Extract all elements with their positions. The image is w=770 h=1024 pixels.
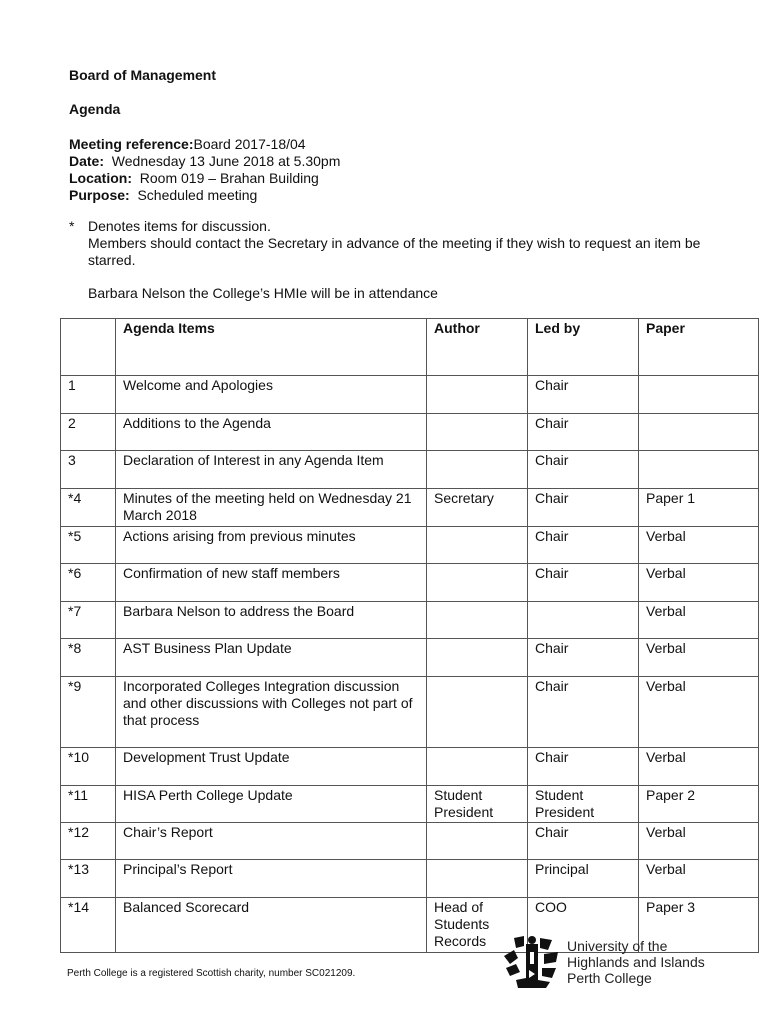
item-title: Balanced Scorecard <box>116 898 427 953</box>
item-number: 1 <box>61 376 116 414</box>
item-number: *12 <box>61 823 116 860</box>
attendance-note: Barbara Nelson the College’s HMIe will be in attendance <box>88 285 438 301</box>
col-header-items: Agenda Items <box>116 319 427 376</box>
item-number: 2 <box>61 414 116 451</box>
item-author <box>427 376 528 414</box>
item-title: Minutes of the meeting held on Wednesday 21 March 2018 <box>116 489 427 527</box>
item-author <box>427 860 528 898</box>
meeting-location: Location: Room 019 – Brahan Building <box>69 170 319 186</box>
item-title: Actions arising from previous minutes <box>116 527 427 564</box>
item-led-by: Chair <box>528 677 639 748</box>
item-title: Development Trust Update <box>116 748 427 786</box>
item-title: Declaration of Interest in any Agenda Item <box>116 451 427 489</box>
item-author: Student President <box>427 786 528 823</box>
item-led-by: Chair <box>528 639 639 677</box>
item-paper: Verbal <box>639 677 759 748</box>
meeting-date: Date: Wednesday 13 June 2018 at 5.30pm <box>69 153 341 169</box>
item-author <box>427 527 528 564</box>
item-led-by: Principal <box>528 860 639 898</box>
agenda-title: Agenda <box>69 101 121 117</box>
item-paper: Paper 2 <box>639 786 759 823</box>
item-author <box>427 564 528 602</box>
tree-logo-icon <box>500 934 564 990</box>
item-led-by: Chair <box>528 489 639 527</box>
item-led-by: Chair <box>528 564 639 602</box>
meeting-reference: Meeting reference:Board 2017-18/04 <box>69 136 306 152</box>
item-paper: Verbal <box>639 564 759 602</box>
item-paper: Paper 1 <box>639 489 759 527</box>
col-header-author: Author <box>427 319 528 376</box>
item-author: Secretary <box>427 489 528 527</box>
table-row <box>61 639 759 677</box>
table-row <box>61 527 759 564</box>
item-number: *11 <box>61 786 116 823</box>
item-title: AST Business Plan Update <box>116 639 427 677</box>
item-title: Chair’s Report <box>116 823 427 860</box>
item-number: 3 <box>61 451 116 489</box>
item-paper <box>639 451 759 489</box>
table-row <box>61 860 759 898</box>
table-row <box>61 823 759 860</box>
item-number: *9 <box>61 677 116 748</box>
item-led-by: Chair <box>528 823 639 860</box>
item-number: *8 <box>61 639 116 677</box>
logo-line-1: University of the <box>567 938 668 954</box>
discussion-notes <box>69 218 709 269</box>
item-title: Additions to the Agenda <box>116 414 427 451</box>
meeting-details <box>69 136 340 204</box>
item-led-by: Student President <box>528 786 639 823</box>
logo-line-3: Perth College <box>567 970 652 986</box>
table-row <box>61 677 759 748</box>
item-led-by: Chair <box>528 451 639 489</box>
item-author <box>427 414 528 451</box>
logo-line-2: Highlands and Islands <box>567 954 705 970</box>
col-header-number <box>61 319 116 376</box>
item-paper: Verbal <box>639 748 759 786</box>
item-number: *13 <box>61 860 116 898</box>
board-title: Board of Management <box>69 67 217 83</box>
meeting-purpose: Purpose: Scheduled meeting <box>69 187 258 203</box>
table-row <box>61 489 759 527</box>
item-number: *6 <box>61 564 116 602</box>
item-title: Confirmation of new staff members <box>116 564 427 602</box>
uhi-perth-logo <box>500 932 720 992</box>
item-title: Welcome and Apologies <box>116 376 427 414</box>
table-header-row <box>61 319 759 376</box>
item-author <box>427 639 528 677</box>
table-row <box>61 602 759 639</box>
item-author <box>427 748 528 786</box>
item-author <box>427 602 528 639</box>
item-paper <box>639 376 759 414</box>
table-row <box>61 748 759 786</box>
item-led-by: Chair <box>528 748 639 786</box>
col-header-led-by: Led by <box>528 319 639 376</box>
item-author <box>427 823 528 860</box>
star-marker: * <box>69 218 75 234</box>
table-row <box>61 414 759 451</box>
item-number: *10 <box>61 748 116 786</box>
item-author <box>427 451 528 489</box>
item-led-by: Chair <box>528 527 639 564</box>
item-paper: Verbal <box>639 602 759 639</box>
item-led-by: Chair <box>528 414 639 451</box>
col-header-paper: Paper <box>639 319 759 376</box>
item-paper: Verbal <box>639 823 759 860</box>
agenda-table <box>60 318 759 953</box>
charity-note: Perth College is a registered Scottish charity, number SC021209. <box>67 968 356 979</box>
item-author: Head of Students Records <box>427 898 528 953</box>
item-led-by: Chair <box>528 376 639 414</box>
table-row <box>61 376 759 414</box>
table-row <box>61 451 759 489</box>
item-number: *5 <box>61 527 116 564</box>
item-paper <box>639 414 759 451</box>
item-led-by: COO <box>528 898 639 953</box>
item-number: *14 <box>61 898 116 953</box>
item-title: HISA Perth College Update <box>116 786 427 823</box>
logo-text <box>567 938 705 986</box>
item-number: *7 <box>61 602 116 639</box>
item-paper: Paper 3 <box>639 898 759 953</box>
item-title: Barbara Nelson to address the Board <box>116 602 427 639</box>
note-line-1: Denotes items for discussion. <box>88 218 271 234</box>
table-row <box>61 564 759 602</box>
item-title: Incorporated Colleges Integration discussion and other discussions with Colleges not part of that process <box>116 677 427 748</box>
item-author <box>427 677 528 748</box>
item-paper: Verbal <box>639 527 759 564</box>
note-line-2: Members should contact the Secretary in advance of the meeting if they wish to request an item be starred. <box>88 235 701 268</box>
table-row <box>61 786 759 823</box>
item-led-by <box>528 602 639 639</box>
item-title: Principal’s Report <box>116 860 427 898</box>
item-paper: Verbal <box>639 639 759 677</box>
item-paper: Verbal <box>639 860 759 898</box>
item-number: *4 <box>61 489 116 527</box>
